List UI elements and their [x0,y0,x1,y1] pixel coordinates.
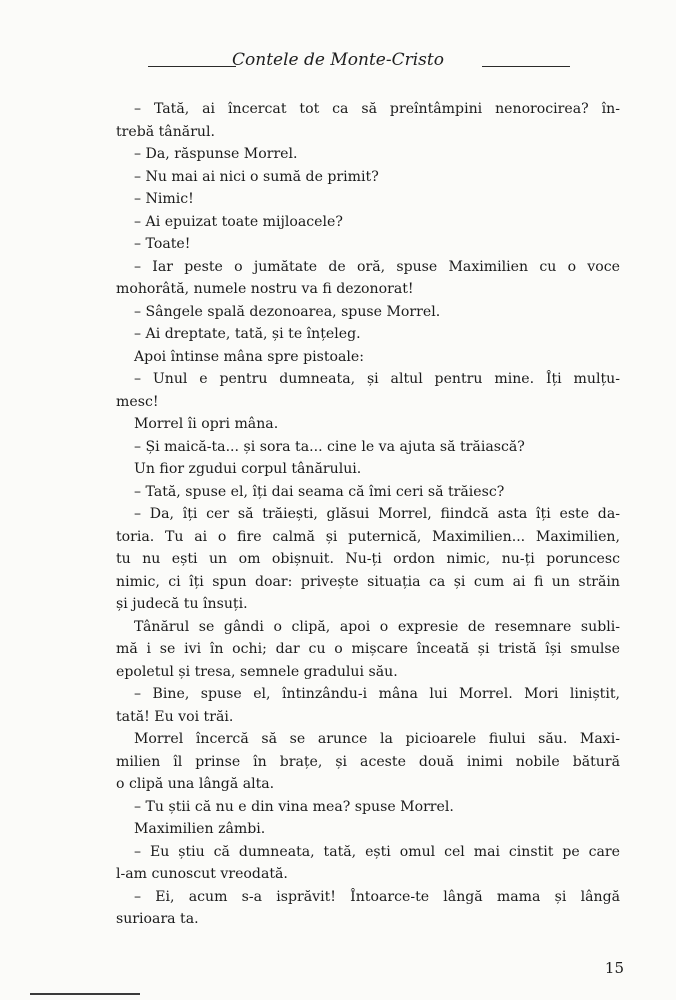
text-line: nimic, ci îți spun doar: privește situația ca și cum ai fi un străin [116,573,620,590]
text-line: – Și maică-ta... și sora ta... cine le va ajuta să trăiască? [134,438,525,455]
text-line: – Toate! [134,236,191,252]
text-line: – Unul e pentru dumneata, și altul pentru mine. Îți mulțu- [134,371,620,387]
text-line: Maximilien zâmbi. [134,821,266,837]
text-line: – Tată, spuse el, îți dai seama că îmi ceri să trăiesc? [134,483,505,500]
header-rule-right [482,66,570,67]
text-line: – Ai epuizat toate mijloacele? [134,213,343,230]
text-line: Tânărul se gândi o clipă, apoi o expresie de resemnare subli- [134,618,620,635]
text-line: tată! Eu voi trăi. [116,708,234,725]
text-line: – Bine, spuse el, întinzându-i mâna lui Morrel. Mori liniștit, [134,686,620,702]
running-header [0,48,676,76]
text-line: – Iar peste o jumătate de oră, spuse Maximilien cu o voce [134,258,620,275]
text-line: – Ei, acum s-a isprăvit! Întoarce-te lângă mama și lângă [134,888,620,905]
text-line: mohorâtă, numele nostru va fi dezonorat! [116,281,414,297]
text-line: – Ai dreptate, tată, și te înțeleg. [134,326,361,342]
text-line: mesc! [116,393,159,410]
text-line: surioara ta. [116,911,199,927]
text-line: – Nu mai ai nici o sumă de primit? [134,168,379,185]
page-body-text [116,98,620,931]
text-line: – Da, răspunse Morrel. [134,146,298,162]
text-line: epoletul și tresa, semnele gradului său. [116,663,398,680]
page-number: 15 [604,959,624,977]
text-line: mă i se ivi în ochi; dar cu o mișcare înceată și tristă își smulse [116,641,620,657]
text-line: Apoi întinse mâna spre pistoale: [134,348,365,365]
text-line: – Da, îți cer să trăiești, glăsui Morrel, fiindcă asta îți este da- [134,506,620,522]
bottom-edge-mark [30,993,140,995]
text-line: o clipă una lângă alta. [116,776,275,792]
text-line: Morrel îi opri mâna. [134,416,279,432]
text-line: și judecă tu însuți. [116,596,248,612]
text-line: – Eu știu că dumneata, tată, ești omul cel mai cinstit pe care [134,843,620,860]
text-line: – Sângele spală dezonoarea, spuse Morrel. [134,303,441,320]
book-title: Contele de Monte-Cristo [232,50,444,70]
text-line: – Tată, ai încercat tot ca să preîntâmpini nenorocirea? în- [134,101,620,117]
text-line: – Tu știi că nu e din vina mea? spuse Morrel. [134,798,454,815]
text-line: – Nimic! [134,191,194,207]
text-line: toria. Tu ai o fire calmă și puternică, Maximilien... Maximilien, [116,528,620,545]
text-line: Un fior zgudui corpul tânărului. [134,461,362,477]
text-line: Morrel încercă să se arunce la picioarele fiului său. Maxi- [134,731,620,747]
text-line: milien îl prinse în brațe, și aceste două inimi nobile bătură [116,753,620,770]
text-line: l-am cunoscut vreodată. [116,866,288,882]
text-line: trebă tânărul. [116,123,215,140]
text-line: tu nu ești un om obișnuit. Nu-ți ordon nimic, nu-ți poruncesc [116,551,620,567]
